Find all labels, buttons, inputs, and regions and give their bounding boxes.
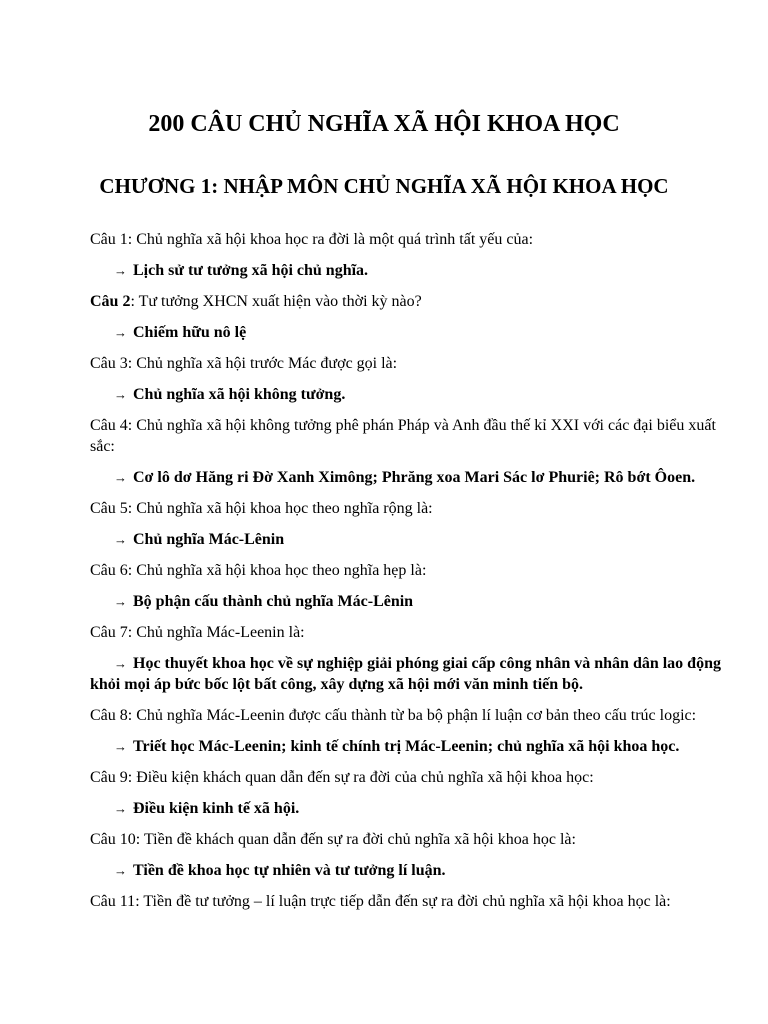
question-6: [90, 560, 740, 581]
question-text: : Tiền đề khách quan dẫn đến sự ra đời chủ nghĩa xã hội khoa học là:: [135, 831, 576, 848]
question-label: Câu 8: [90, 707, 128, 724]
question-label: Câu 5: [90, 500, 128, 517]
question-10: [90, 829, 740, 850]
question-text: : Chủ nghĩa xã hội trước Mác được gọi là:: [127, 355, 398, 372]
answer-text: Triết học Mác-Leenin; kinh tế chính trị Mác-Leenin; chủ nghĩa xã hội khoa học.: [133, 738, 680, 755]
question-list: [90, 229, 740, 922]
arrow-icon: →: [114, 532, 127, 547]
arrow-icon: →: [114, 801, 127, 816]
chapter-title: CHƯƠNG 1: NHẬP MÔN CHỦ NGHĨA XÃ HỘI KHOA HỌC: [99, 174, 669, 198]
answer-text: Chiếm hữu nô lệ: [133, 324, 247, 341]
question-text: : Chủ nghĩa xã hội khoa học ra đời là một quá trình tất yếu của:: [127, 231, 534, 248]
question-label: Câu 1: [90, 231, 128, 248]
question-1: [90, 229, 740, 250]
answer-text: Tiền đề khoa học tự nhiên và tư tưởng lí luận.: [133, 862, 446, 879]
arrow-icon: →: [114, 739, 127, 754]
document-title: 200 CÂU CHỦ NGHĨA XÃ HỘI KHOA HỌC: [148, 111, 620, 137]
answer-4: [90, 467, 740, 488]
arrow-icon: →: [114, 387, 127, 402]
arrow-icon: →: [114, 863, 127, 878]
arrow-icon: →: [114, 263, 127, 278]
question-2: [90, 291, 740, 312]
answer-text: Chủ nghĩa xã hội không tưởng.: [133, 386, 346, 403]
question-label: Câu 4: [90, 417, 128, 434]
question-label: Câu 9: [90, 769, 128, 786]
answer-text: Cơ lô dơ Hăng ri Đờ Xanh Ximông; Phrăng xoa Mari Sác lơ Phuriê; Rô bớt Ôoen.: [133, 469, 696, 486]
question-5: [90, 498, 740, 519]
question-text: : Tư tưởng XHCN xuất hiện vào thời kỳ nào?: [130, 293, 422, 310]
arrow-icon: →: [114, 656, 127, 671]
question-text: : Chủ nghĩa xã hội khoa học theo nghĩa rộng là:: [127, 500, 433, 517]
question-label: Câu 7: [90, 624, 128, 641]
question-label: Câu 3: [90, 355, 128, 372]
answer-3: [90, 384, 740, 405]
answer-6: [90, 591, 740, 612]
answer-text: Chủ nghĩa Mác-Lênin: [133, 531, 285, 548]
question-label: Câu 2: [90, 293, 131, 310]
question-3: [90, 353, 740, 374]
answer-10: [90, 860, 740, 881]
question-label: Câu 6: [90, 562, 128, 579]
answer-text: Điều kiện kinh tế xã hội.: [133, 800, 300, 817]
answer-9: [90, 798, 740, 819]
arrow-icon: →: [114, 325, 127, 340]
question-text: : Chủ nghĩa xã hội không tưởng phê phán Pháp và Anh đầu thế kỉ XXI với các đại biểu xuất sắc:: [90, 417, 716, 455]
question-11: [90, 891, 740, 912]
question-text: : Chủ nghĩa Mác-Leenin được cấu thành từ ba bộ phận lí luận cơ bản theo cấu trúc logic:: [127, 707, 697, 724]
answer-7: [90, 653, 740, 695]
answer-2: [90, 322, 740, 343]
answer-text: Lịch sử tư tưởng xã hội chủ nghĩa.: [133, 262, 369, 279]
question-label: Câu 11: [90, 893, 136, 910]
question-label: Câu 10: [90, 831, 136, 848]
question-4: [90, 415, 740, 457]
arrow-icon: →: [114, 594, 127, 609]
answer-text: Bộ phận cấu thành chủ nghĩa Mác-Lênin: [133, 593, 414, 610]
answer-1: [90, 260, 740, 281]
question-text: : Điều kiện khách quan dẫn đến sự ra đời của chủ nghĩa xã hội khoa học:: [127, 769, 594, 786]
question-text: : Tiền đề tư tưởng – lí luận trực tiếp dẫn đến sự ra đời chủ nghĩa xã hội khoa học là:: [135, 893, 671, 910]
question-8: [90, 705, 740, 726]
question-9: [90, 767, 740, 788]
question-text: : Chủ nghĩa xã hội khoa học theo nghĩa hẹp là:: [127, 562, 427, 579]
arrow-icon: →: [114, 470, 127, 485]
answer-text: Học thuyết khoa học về sự nghiệp giải phóng giai cấp công nhân và nhân dân lao động khỏi mọi áp bức bốc lột bất công, xây dựng xã hội mới văn minh tiến bộ.: [90, 655, 721, 693]
question-text: : Chủ nghĩa Mác-Leenin là:: [127, 624, 305, 641]
answer-8: [90, 736, 740, 757]
answer-5: [90, 529, 740, 550]
question-7: [90, 622, 740, 643]
